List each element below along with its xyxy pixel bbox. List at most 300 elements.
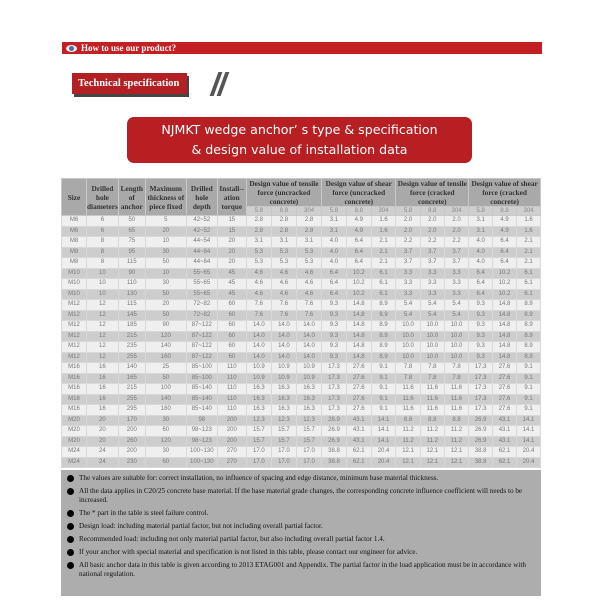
title-line-2: & design value of installation data: [191, 142, 408, 157]
table-cell: 7.8: [420, 363, 444, 374]
table-cell: 98~123: [186, 436, 217, 447]
table-cell: 9.1: [371, 394, 396, 405]
table-cell: 9.3: [469, 342, 493, 353]
table-cell: 27.6: [346, 384, 371, 395]
table-cell: 9.1: [517, 405, 541, 416]
table-cell: M16: [62, 405, 87, 416]
table-cell: 2.8: [296, 226, 321, 237]
table-cell: 20.4: [517, 447, 541, 458]
table-cell: 2.0: [444, 226, 468, 237]
table-cell: 235: [118, 342, 145, 353]
table-cell: 72~82: [186, 310, 217, 321]
notes-panel: [61, 470, 541, 596]
table-row: [62, 426, 541, 437]
table-cell: 17.0: [296, 447, 321, 458]
table-cell: M16: [62, 373, 87, 384]
table-cell: 27.6: [346, 373, 371, 384]
specification-table: [61, 178, 541, 468]
table-cell: M24: [62, 457, 87, 468]
table-cell: 4.0: [322, 237, 347, 248]
table-cell: 20: [145, 300, 186, 311]
table-cell: 14.0: [296, 342, 321, 353]
table-cell: 16.3: [296, 405, 321, 416]
table-cell: 11.2: [396, 426, 420, 437]
table-cell: 14.8: [493, 310, 517, 321]
table-cell: 85~140: [186, 394, 217, 405]
table-cell: M16: [62, 394, 87, 405]
table-cell: 2.2: [396, 237, 420, 248]
table-cell: 60: [217, 321, 246, 332]
table-cell: 14.8: [493, 352, 517, 363]
table-cell: 26.9: [322, 436, 347, 447]
table-cell: 98~123: [186, 426, 217, 437]
table-cell: 4.6: [246, 279, 271, 290]
table-cell: 115: [118, 300, 145, 311]
table-cell: 110: [217, 394, 246, 405]
table-cell: 45: [217, 268, 246, 279]
table-cell: 12: [87, 342, 119, 353]
table-cell: 10.9: [296, 363, 321, 374]
table-cell: 15: [217, 216, 246, 227]
table-cell: 3.3: [396, 279, 420, 290]
table-cell: 85~140: [186, 384, 217, 395]
table-cell: 145: [118, 310, 145, 321]
table-cell: 4.6: [271, 279, 296, 290]
table-cell: 11.2: [420, 436, 444, 447]
table-cell: 3.1: [469, 226, 493, 237]
table-cell: 24: [87, 457, 119, 468]
table-cell: 16: [87, 405, 119, 416]
table-cell: 2.1: [517, 258, 541, 269]
header-shear-uncracked: Design value of shear force (uncracked concrete): [322, 179, 396, 207]
table-cell: 5.4: [396, 310, 420, 321]
table-row: [62, 300, 541, 311]
table-cell: 14.8: [493, 300, 517, 311]
header-tensile-cracked: Design value of tensile force (cracked concrete): [397, 179, 467, 206]
table-cell: 260: [118, 436, 145, 447]
table-cell: 6.4: [469, 279, 493, 290]
table-cell: 11.2: [444, 436, 468, 447]
table-cell: 165: [118, 373, 145, 384]
table-cell: 10.2: [346, 279, 371, 290]
table-cell: 11.6: [420, 384, 444, 395]
table-cell: 26.9: [322, 415, 347, 426]
table-cell: 10: [145, 237, 186, 248]
table-row: [62, 331, 541, 342]
table-cell: 15.7: [296, 436, 321, 447]
table-cell: 5: [145, 216, 186, 227]
table-cell: 87~122: [186, 331, 217, 342]
table-cell: 11.2: [396, 436, 420, 447]
table-cell: 14.8: [346, 342, 371, 353]
table-cell: 8.9: [371, 331, 396, 342]
bullet-icon: [67, 549, 74, 556]
table-cell: 27.6: [493, 405, 517, 416]
banner-title: How to use our product?: [81, 43, 177, 53]
table-cell: 27.6: [493, 373, 517, 384]
table-cell: 8.8: [396, 415, 420, 426]
table-cell: 110: [118, 279, 145, 290]
table-cell: 100~130: [186, 457, 217, 468]
table-cell: 27.6: [493, 363, 517, 374]
note-item: [67, 548, 537, 557]
table-cell: 10.0: [420, 331, 444, 342]
table-cell: 10.9: [271, 363, 296, 374]
table-cell: 140: [145, 342, 186, 353]
table-cell: 7.8: [396, 363, 420, 374]
table-cell: 4.0: [469, 237, 493, 248]
grade-header: 8.8: [346, 207, 371, 216]
table-cell: 6.4: [322, 268, 347, 279]
table-cell: 6.4: [322, 279, 347, 290]
table-cell: M10: [62, 279, 87, 290]
slash-decoration-icon: [208, 72, 230, 96]
table-cell: 62.1: [346, 457, 371, 468]
table-cell: 16.3: [271, 384, 296, 395]
table-cell: 85~140: [186, 405, 217, 416]
table-cell: 10.9: [271, 373, 296, 384]
table-cell: 3.1: [469, 216, 493, 227]
table-cell: 16: [87, 384, 119, 395]
table-cell: 85~100: [186, 363, 217, 374]
table-cell: 17.3: [469, 363, 493, 374]
table-cell: 100~130: [186, 447, 217, 458]
table-cell: 10.2: [493, 268, 517, 279]
table-cell: M10: [62, 289, 87, 300]
table-cell: 255: [118, 394, 145, 405]
table-cell: 8.9: [371, 352, 396, 363]
table-cell: 270: [217, 457, 246, 468]
table-cell: 10.2: [346, 289, 371, 300]
table-cell: 5.4: [396, 300, 420, 311]
table-cell: 11.6: [396, 405, 420, 416]
table-cell: 14.8: [493, 342, 517, 353]
table-row: [62, 279, 541, 290]
table-cell: 17.3: [322, 405, 347, 416]
table-cell: 87~122: [186, 352, 217, 363]
table-cell: 16: [87, 363, 119, 374]
note-text: Design load: including material partial factor, but not including overall partial factor.: [79, 522, 323, 530]
table-cell: 12: [87, 321, 119, 332]
table-cell: M12: [62, 342, 87, 353]
table-row: [62, 457, 541, 468]
table-cell: 110: [217, 384, 246, 395]
table-cell: 8: [87, 247, 119, 258]
table-cell: 30: [145, 447, 186, 458]
table-cell: 4.6: [296, 268, 321, 279]
table-cell: 100: [145, 384, 186, 395]
table-cell: M16: [62, 363, 87, 374]
table-cell: 20: [217, 247, 246, 258]
note-item: [67, 535, 537, 544]
table-cell: 120: [145, 331, 186, 342]
header-size: Size: [62, 179, 87, 216]
table-cell: 4.0: [322, 247, 347, 258]
table-cell: 10.9: [246, 373, 271, 384]
table-cell: 43.1: [346, 436, 371, 447]
table-cell: 30: [145, 415, 186, 426]
table-cell: 15.7: [271, 436, 296, 447]
table-cell: 9.1: [517, 394, 541, 405]
table-cell: 2.2: [444, 237, 468, 248]
table-cell: 14.1: [517, 426, 541, 437]
bullet-icon: [67, 475, 74, 482]
table-cell: 12.3: [246, 415, 271, 426]
table-cell: 43.1: [346, 415, 371, 426]
table-cell: 17.3: [322, 373, 347, 384]
table-row: [62, 342, 541, 353]
table-cell: M8: [62, 247, 87, 258]
table-cell: M12: [62, 310, 87, 321]
table-cell: 14.8: [493, 321, 517, 332]
table-cell: 14.1: [371, 426, 396, 437]
grade-header: 304: [444, 207, 468, 216]
table-cell: 3.3: [420, 289, 444, 300]
table-row: [62, 321, 541, 332]
table-cell: 11.2: [444, 426, 468, 437]
table-cell: 20.4: [371, 457, 396, 468]
table-cell: 11.6: [420, 394, 444, 405]
table-cell: M6: [62, 216, 87, 227]
table-cell: 43.1: [493, 426, 517, 437]
table-cell: 9.1: [517, 384, 541, 395]
table-cell: 9.3: [469, 321, 493, 332]
table-cell: 2.0: [444, 216, 468, 227]
table-cell: M10: [62, 268, 87, 279]
table-cell: 6.4: [346, 237, 371, 248]
table-cell: M12: [62, 352, 87, 363]
table-cell: 17.0: [246, 457, 271, 468]
table-cell: 10.0: [444, 342, 468, 353]
table-cell: 12: [87, 300, 119, 311]
table-cell: 87~122: [186, 342, 217, 353]
table-cell: 8.9: [371, 342, 396, 353]
table-row: [62, 237, 541, 248]
table-cell: 6: [87, 226, 119, 237]
grade-header: 5.8: [322, 207, 347, 216]
table-cell: 5.3: [271, 247, 296, 258]
table-cell: 45: [217, 279, 246, 290]
table-cell: 2.8: [246, 216, 271, 227]
table-cell: M12: [62, 300, 87, 311]
table-cell: 8.9: [371, 310, 396, 321]
table-cell: 12.1: [444, 447, 468, 458]
table-cell: 38.8: [469, 457, 493, 468]
table-cell: 4.0: [469, 247, 493, 258]
table-cell: M20: [62, 426, 87, 437]
table-cell: 11.6: [444, 394, 468, 405]
note-text: The values are suitable for: correct installation, no influence of spacing and edge distance, minimum base material thickness.: [79, 474, 439, 482]
table-cell: 8.9: [517, 321, 541, 332]
table-cell: 115: [118, 258, 145, 269]
table-cell: 62.1: [493, 457, 517, 468]
table-cell: 4.6: [296, 289, 321, 300]
table-cell: 7.6: [271, 300, 296, 311]
table-cell: 14.8: [346, 352, 371, 363]
table-cell: 14.8: [346, 331, 371, 342]
table-cell: 9.3: [322, 331, 347, 342]
table-cell: 8.9: [371, 300, 396, 311]
table-cell: 10.0: [396, 331, 420, 342]
table-cell: 11.2: [420, 426, 444, 437]
table-cell: 17.3: [469, 373, 493, 384]
table-cell: M20: [62, 436, 87, 447]
table-cell: 14.0: [296, 352, 321, 363]
table-cell: 3.3: [444, 289, 468, 300]
table-cell: 20: [217, 237, 246, 248]
table-cell: 7.8: [444, 373, 468, 384]
table-cell: 14.1: [371, 436, 396, 447]
grade-header: 5.8: [396, 207, 420, 216]
table-cell: M8: [62, 237, 87, 248]
table-cell: 7.6: [271, 310, 296, 321]
table-cell: 9.3: [469, 300, 493, 311]
table-cell: 14.8: [346, 310, 371, 321]
table-cell: 38.8: [469, 447, 493, 458]
table-cell: 15: [217, 226, 246, 237]
table-cell: 3.3: [444, 268, 468, 279]
table-cell: 60: [145, 457, 186, 468]
table-cell: 11.6: [444, 405, 468, 416]
table-cell: 20.4: [517, 457, 541, 468]
table-cell: 4.9: [493, 216, 517, 227]
table-cell: 14.0: [296, 321, 321, 332]
table-cell: 20: [87, 436, 119, 447]
table-cell: 170: [118, 415, 145, 426]
table-cell: 8.8: [444, 415, 468, 426]
table-cell: 200: [118, 447, 145, 458]
table-row: [62, 258, 541, 269]
table-cell: 3.3: [396, 268, 420, 279]
table-cell: 6: [87, 216, 119, 227]
header-drilled-hole-diameter: Drilled hole diameters: [87, 179, 119, 216]
table-cell: 14.0: [246, 352, 271, 363]
table-cell: 8.9: [517, 300, 541, 311]
table-cell: 12.1: [420, 457, 444, 468]
table-cell: 98: [186, 415, 217, 426]
table-cell: 5.4: [420, 310, 444, 321]
note-text: If your anchor with special material and specification is not listed in this table, please contact our engineer for advice.: [79, 548, 418, 556]
table-cell: 9.1: [371, 373, 396, 384]
table-cell: 4.0: [469, 258, 493, 269]
grade-header: 5.8: [469, 207, 493, 216]
table-cell: 10.0: [420, 342, 444, 353]
table-cell: 10.9: [246, 363, 271, 374]
table-cell: 9.3: [322, 342, 347, 353]
table-cell: 14.0: [271, 352, 296, 363]
table-cell: 85~100: [186, 373, 217, 384]
table-row: [62, 226, 541, 237]
table-cell: 20.4: [371, 447, 396, 458]
table-cell: M12: [62, 331, 87, 342]
table-row: [62, 289, 541, 300]
table-cell: 215: [118, 331, 145, 342]
table-cell: 110: [217, 373, 246, 384]
table-cell: M20: [62, 415, 87, 426]
table-cell: 10.0: [420, 352, 444, 363]
table-cell: 185: [118, 321, 145, 332]
table-cell: 16: [87, 394, 119, 405]
table-cell: 6.4: [346, 258, 371, 269]
table-cell: 200: [118, 426, 145, 437]
table-cell: 4.6: [271, 289, 296, 300]
table-cell: 42~52: [186, 216, 217, 227]
table-cell: 3.7: [420, 258, 444, 269]
table-cell: 44~84: [186, 247, 217, 258]
table-row: [62, 415, 541, 426]
table-cell: 5.3: [296, 258, 321, 269]
table-cell: 62.1: [346, 447, 371, 458]
table-cell: 38.8: [322, 457, 347, 468]
table-cell: 11.6: [420, 405, 444, 416]
table-cell: 20: [217, 258, 246, 269]
table-cell: 1.6: [371, 216, 396, 227]
note-text: The * part in the table is steel failure control.: [79, 509, 209, 517]
table-cell: 44~84: [186, 258, 217, 269]
table-cell: 6.4: [493, 247, 517, 258]
table-row: [62, 384, 541, 395]
table-cell: 1.6: [371, 226, 396, 237]
table-cell: 12.1: [444, 457, 468, 468]
table-cell: 2.8: [271, 216, 296, 227]
table-row: [62, 310, 541, 321]
table-row: [62, 373, 541, 384]
table-cell: 14.8: [346, 300, 371, 311]
table-cell: 3.7: [420, 247, 444, 258]
table-cell: 50: [118, 216, 145, 227]
table-row: [62, 268, 541, 279]
note-text: All basic anchor data in this table is given according to 2013 ETAG001 and Appendix. The partial factor in the load application must be in accordance with national regulation.: [79, 561, 526, 578]
grade-header: 5.8: [246, 207, 271, 216]
table-cell: 110: [217, 405, 246, 416]
table-cell: 16.3: [271, 405, 296, 416]
table-cell: 26.9: [469, 436, 493, 447]
grade-header: 8.8: [493, 207, 517, 216]
header-length-of-anchor: Length of anchor: [118, 179, 145, 216]
page-title: [127, 117, 472, 163]
table-cell: 14.0: [271, 331, 296, 342]
table-cell: 10.2: [493, 279, 517, 290]
table-cell: 10.0: [396, 321, 420, 332]
header-installation-torque: Install--ation torque: [217, 179, 246, 216]
table-cell: 5.3: [271, 258, 296, 269]
table-cell: 90: [145, 321, 186, 332]
table-cell: 8.8: [420, 415, 444, 426]
table-cell: 50: [145, 289, 186, 300]
table-cell: 6.1: [371, 279, 396, 290]
table-cell: 5.4: [444, 310, 468, 321]
table-cell: 7.6: [246, 310, 271, 321]
table-cell: M6: [62, 226, 87, 237]
note-item: [67, 509, 537, 518]
table-cell: 17.3: [322, 384, 347, 395]
table-cell: 27.6: [493, 394, 517, 405]
table-cell: 27.6: [346, 394, 371, 405]
table-cell: 2.1: [517, 237, 541, 248]
grade-header: 304: [371, 207, 396, 216]
table-cell: 3.1: [296, 237, 321, 248]
table-cell: 17.0: [271, 457, 296, 468]
table-cell: 6.4: [493, 258, 517, 269]
table-cell: 15.7: [296, 426, 321, 437]
table-cell: 14.0: [246, 331, 271, 342]
table-cell: 6.1: [517, 268, 541, 279]
table-cell: 20: [87, 415, 119, 426]
table-cell: 7.6: [296, 310, 321, 321]
table-cell: 65: [118, 226, 145, 237]
table-cell: 3.1: [271, 237, 296, 248]
table-cell: M16: [62, 384, 87, 395]
